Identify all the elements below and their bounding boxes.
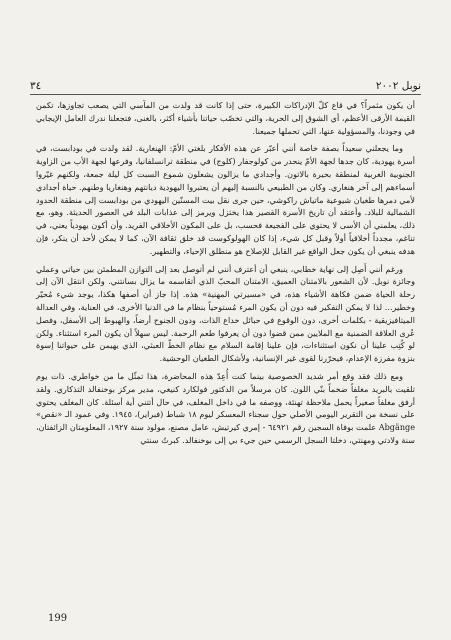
header-rule (30, 94, 421, 95)
paragraph: أن يكون مثمراً؟ في قاع كلّ الإدراكات الكبيرة، حتى إذا كانت قد ولدت من المآسي التي يصعب تجاوزها، تكمن القيمة الأرقى الأعظم، أي الشوق إلى الحرية، والتي تخصّب حياتنا بأشياء أكثر، بالغنى، فتجعلنا ندرك العامل الإيجابي في وجودنا، والمسؤولية عنها، التي تحملها جميعنا. (36, 100, 415, 136)
running-title: نوبل ٢٠٠٢ (375, 80, 421, 92)
paragraph: ومع ذلك فقد وقع أمر شديد الخصوصية بينما كنت أُعِدّ هذه المحاضرة، هذا تمثّل ما من خواطري. ذات يوم تلقيت بالبريد مغلفاً ضخماً بنّي اللون. كان مرسلاً من الدكتور فولكارد كنيغي، مدير مركز بوخنفالد التذكاري. ولقد أرفق مغلفاً صغيراً يحمل ملاحظة تهنئة، ووصفه ما في داخل المغلف، في حال أتتني أية أسئلة. كان المغلف يحتوي على نسخة من التقرير اليومي الأصلي حول سجناء المعسكر ليوم ١٨ شباط (فبراير)، ١٩٤٥. وفي عمود الـ «نقص» Abgänge علمت بوفاة السجين رقم ٦٤٩٢١ - إمري كيرتيش، عامل مصنع، مولود سنة ١٩٢٧، المعلومتان الزائفتان، سنة ولادتي ومهنتي، دخلتا السجل الرسمي حين جيء بي إلى بوخنفالد. كبرتُ سنتي (36, 370, 415, 445)
header-page-marker: ٣٤ (30, 80, 42, 92)
page-number: 199 (48, 613, 68, 624)
body-text (36, 99, 415, 452)
running-header (30, 80, 421, 92)
paragraph: وما يجعلني سعيداً بصفة خاصة أنني أعبّر عن هذه الأفكار بلغتي الأمّ: الهنغارية. لقد ولدت في بودابست، في أسرة يهودية، كان جدها لجهة الأمّ ينحدر من كولوجفار (كلوج) في منطقة ترانسلفانيا، وفرعها لجهة الأب من الزاوية الجنوبية الغربية لمنطقة بحيرة بالاتون. وأجدادي ما يزالون يشعلون شموع السبت كل ليلة جمعة، ولكنهم غيّروا أسماءهم إلى آخر هنغاري. وكان من الطبيعي بالنسبة إليهم أن يعتبروا اليهودية ديانتهم وهنغاريا وطنهم. حياة أجدادي لأمي دمرها طغيان شيوعية ماتياش راكوشي، حين جرى نقل بيت المسنّين اليهودي من بودابست إلى منطقة الحدود الشمالية للبلاد. وأعتقد أن تاريخ الأسرة القصير هذا يختزل ويرمز إلى عذابات البلد في العصور الحديثة. وهو، مع ذلك، يعلمني أن الأسى لا يحتوي على الفجيعة فحسب، بل على المكون الأخلاقي الفريد. وأن أكون يهودياً يعني، في تناغم، مجدداً أخلاقياً أولاً وقبل كل شيء، إذا كان الهولوكوست قد خلق ثقافة الآن، كما لا يمكن لأحد أن ينكر، فإن هدفه ينبغي أن يكون جعل الواقع غير القابل للإصلاح هو منطلق الإحياء، والتطهير. (36, 143, 415, 256)
paragraph: ورغم أنني أَصِل إلى نهاية خطابي، ينبغي أن أعترف أنني لم أتوصل بعد إلى التوازن المطمئن بين حياتي وعملي وجائزة نوبل. لأن الشعور بالامتنان العميق، الامتنان المحبّ الذي أتقاسمه ما يزال بسانتني. ولكن انتقل الآن إلى رحلة الحياة ضمن فكاهة الأشياء هذه، في «مسيرتي المهنية» هذه. إذا جاز أن أصفها هكذا، يوجد شيء مُحيّر وخطير... لذا لا يمكن التفكير فيه دون أن يكون المرء مُستوحياً بنظام ما في الدنيا الأخرى، في العناية، وفي العدالة الميتافيزيقية - بكلمات أخرى، دون الوقوع في حبائل خداع الذات، ودون الجنوح أرضاً، والهبوط إلى الأسفل، وفصل عُرى العلاقة الضمنية مع الملايين ممن قضوا دون أن يعرفوا طعم الرحمة. ليس سهلاً أن يكون المرء استثناء. ولكن لو كُتِب علينا أن نكون استثناءات، فإن علينا إقامة السلام مع نظام الخطّ العبثي، الذي يهيمن على حيواتنا إسوة بنزوة مفرزة الإعدام، فيحرّرنا لقوى غير الإنسانية، ولأشكال الطغيان الوحشية. (36, 263, 416, 364)
